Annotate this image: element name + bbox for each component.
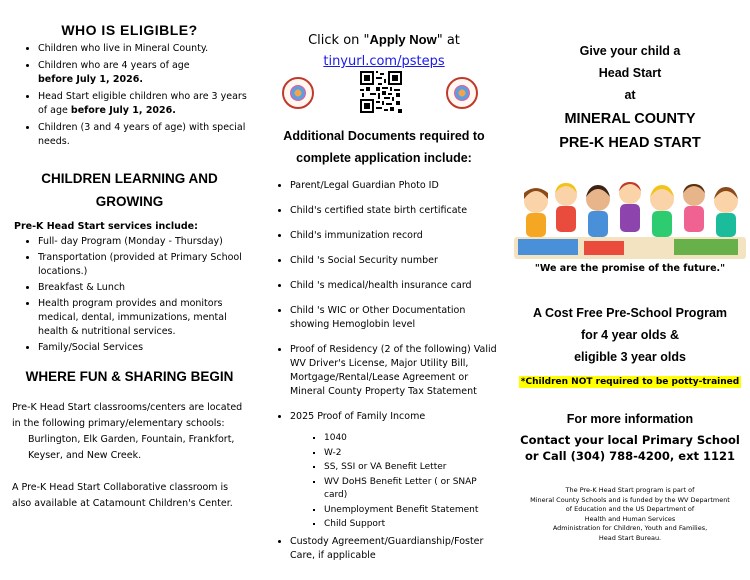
qr-code-icon[interactable]	[360, 71, 402, 113]
motto: "We are the promise of the future."	[534, 263, 726, 274]
info-heading: For more information	[566, 412, 694, 426]
list-item: • Parent/Legal Guardian Photo ID	[290, 179, 500, 193]
list-item: • Health program provides and monitors medical, dental, immunizations, mental health & nutritional services.	[38, 297, 247, 339]
learning-heading: CHILDREN LEARNING AND GROWING	[41, 171, 218, 209]
list-item: ▪ W-2	[324, 447, 500, 461]
apply-link[interactable]: tinyurl.com/psteps	[323, 54, 445, 69]
list-item: ▪ 1040	[324, 432, 500, 446]
list-item: • Head Start eligible children who are 3 years of age before July 1, 2026.	[38, 90, 247, 118]
list-item: • Child 's Social Security number	[290, 254, 500, 268]
collaborative-paragraph: A Pre-K Head Start Collaborative classroom is also available at Catamount Children's Center.	[12, 482, 233, 509]
school-seal-icon	[446, 77, 478, 109]
school-seal-icon	[282, 77, 314, 109]
potty-training-note: *Children NOT required to be potty-trained	[520, 377, 740, 387]
list-item: ▪ Unemployment Benefit Statement	[324, 504, 500, 518]
phone-number[interactable]: or Call (304) 788-4200, ext 1121	[524, 449, 736, 463]
list-item: • Transportation (provided at Primary School locations.)	[38, 251, 247, 279]
list-item	[290, 410, 500, 532]
income-list	[290, 432, 500, 532]
program-description: A Cost Free Pre-School Program for 4 year olds & eligible 3 year olds	[532, 306, 728, 364]
list-item: ▪ Child Support	[324, 518, 500, 532]
list-item: • Child's immunization record	[290, 229, 500, 243]
list-item: • Breakfast & Lunch	[38, 281, 247, 295]
application-panel	[258, 0, 506, 580]
documents-list	[268, 179, 500, 563]
list-item: • Children (3 and 4 years of age) with special needs.	[38, 121, 247, 149]
eligibility-heading: WHO IS ELIGIBLE?	[61, 22, 198, 38]
list-item: • Child 's medical/health insurance card	[290, 279, 500, 293]
documents-heading: Additional Documents required to complete application include:	[283, 129, 485, 165]
list-item: ▪ WV DoHS Benefit Letter ( or SNAP card)	[324, 476, 500, 503]
list-item: • Child 's WIC or Other Documentation showing Hemoglobin level	[290, 304, 500, 332]
contact-info: Contact your local Primary School or Call (304) 788-4200, ext 1121	[514, 432, 746, 464]
funding-footer: The Pre-K Head Start program is part of Mineral County Schools and is funded by the WV Department of Education and the US Department of Health and Human Services Administration for Children, Youth and Families, Head Start Bureau.	[530, 486, 730, 542]
tagline: Give your child a Head Start at	[579, 44, 681, 102]
cover-panel	[510, 0, 750, 580]
program-title: MINERAL COUNTY PRE-K HEAD START	[559, 111, 701, 151]
list-item: • Proof of Residency (2 of the following) Valid WV Driver's License, Major Utility Bill, Mortgage/Rental/Lease Agreement or Mineral County Property Tax Statement	[290, 343, 500, 399]
apply-instruction: Click on "Apply Now" at	[308, 32, 460, 48]
locations-paragraph: Pre-K Head Start classrooms/centers are located in the following primary/elementary schools: Burlington, Elk Garden, Fountain, Frankfort, Keyser, and New Creek.	[12, 400, 247, 464]
services-intro: Pre-K Head Start services include:	[14, 221, 198, 232]
list-item: • Custody Agreement/Guardianship/Foster Care, if applicable	[290, 535, 500, 563]
eligibility-panel	[0, 0, 255, 580]
school-list: Burlington, Elk Garden, Fountain, Frankfort, Keyser, and New Creek.	[28, 434, 235, 461]
list-item: • Full- day Program (Monday - Thursday)	[38, 235, 247, 249]
income-heading: 2025 Proof of Family Income	[290, 411, 426, 422]
list-item: • Children who live in Mineral County.	[38, 42, 247, 56]
locations-heading: WHERE FUN & SHARING BEGIN	[25, 369, 234, 384]
list-item: • Children who are 4 years of age before July 1, 2026.	[38, 59, 247, 87]
services-list	[12, 235, 247, 355]
children-clipart-image	[514, 179, 746, 259]
list-item: • Family/Social Services	[38, 341, 247, 355]
list-item: • Child's certified state birth certificate	[290, 204, 500, 218]
list-item: ▪ SS, SSI or VA Benefit Letter	[324, 461, 500, 475]
eligibility-list	[12, 42, 247, 149]
logo-row	[268, 71, 500, 119]
